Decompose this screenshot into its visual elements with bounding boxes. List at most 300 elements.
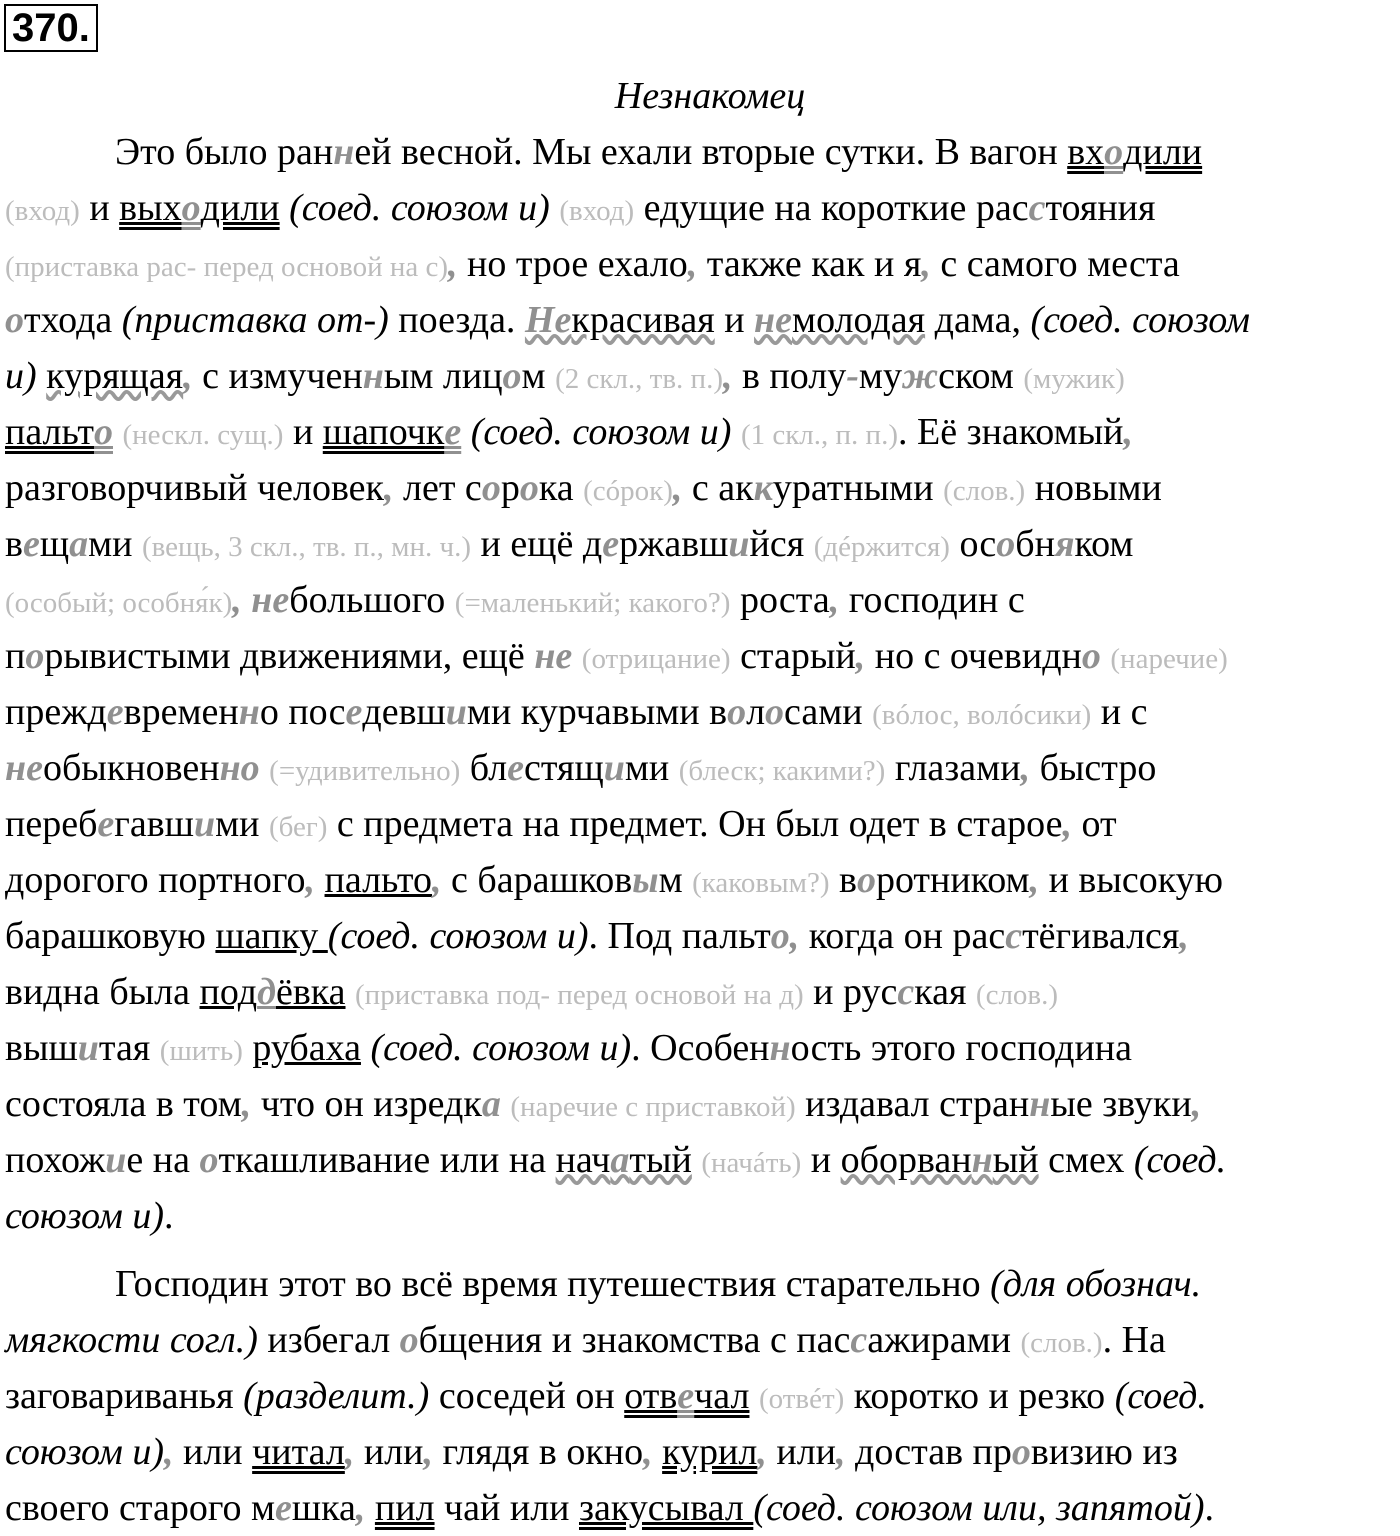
text-segment: также как и я — [697, 243, 922, 285]
highlighted-letter: , — [448, 243, 458, 285]
text-line — [5, 124, 1250, 180]
text-segment: и — [79, 187, 120, 229]
text-segment — [260, 747, 270, 789]
highlighted-letter: н — [238, 691, 260, 733]
text-segment: быстро — [1030, 747, 1157, 789]
highlighted-letter: и — [77, 1027, 99, 1069]
highlighted-letter: е — [22, 523, 40, 565]
highlighted-letter: не — [5, 747, 43, 789]
highlighted-letter: о — [181, 187, 201, 229]
grammar-note: (мужик) — [1023, 363, 1125, 395]
grammar-note: (приставка рас- перед основой на с) — [5, 251, 449, 283]
highlighted-letter: о — [94, 411, 113, 453]
text-segment: старый — [730, 635, 856, 677]
text-line — [5, 852, 1250, 908]
grammar-note: (сóрок) — [583, 475, 673, 507]
text-segment: и рус — [803, 971, 898, 1013]
text-line — [5, 1132, 1250, 1188]
text-segment: лет с — [393, 467, 482, 509]
text-segment: выш — [5, 1027, 78, 1069]
underlined-word: ый — [992, 1139, 1039, 1181]
highlighted-letter: , — [643, 1431, 653, 1473]
text-segment: ми курчавыми в — [466, 691, 728, 733]
text-segment: тояния — [1045, 187, 1156, 229]
highlighted-letter: , — [1020, 747, 1031, 789]
highlighted-letter: о — [1104, 131, 1124, 173]
highlighted-letter: о — [502, 355, 522, 397]
highlighted-letter: о — [519, 467, 539, 509]
text-segment: заговариванья — [5, 1375, 244, 1417]
underlined-word: пальт — [5, 411, 94, 453]
text-segment: м — [658, 859, 693, 901]
text-line — [5, 684, 1250, 740]
text-line — [5, 292, 1250, 348]
italic-comment: (соед. союзом и) — [470, 411, 732, 453]
highlighted-letter: н — [1029, 1083, 1051, 1125]
text-segment: ском — [938, 355, 1024, 397]
highlighted-letter: о — [399, 1319, 419, 1361]
grammar-note: (1 скл., п. п.) — [740, 419, 898, 451]
text-line — [5, 740, 1250, 796]
highlighted-letter: е — [106, 691, 124, 733]
text-segment: и — [801, 1139, 841, 1181]
text-segment: стящ — [524, 747, 604, 789]
text-segment: и — [283, 411, 323, 453]
text-segment: ым лиц — [383, 355, 503, 397]
text-segment: прежд — [5, 691, 107, 733]
grammar-note: (начáть) — [701, 1147, 802, 1179]
text-segment: и ещё д — [471, 523, 603, 565]
highlighted-letter: и — [603, 747, 625, 789]
underlined-word: рубаха — [252, 1027, 361, 1069]
text-segment: или — [354, 1431, 424, 1473]
highlighted-letter: д — [257, 971, 276, 1013]
italic-comment: (соед. — [1114, 1375, 1207, 1417]
highlighted-letter: о — [199, 1139, 219, 1181]
highlighted-letter: , — [1029, 859, 1040, 901]
text-segment: бн — [1015, 523, 1055, 565]
underlined-word: нач — [555, 1139, 611, 1181]
grammar-note: (бег) — [268, 811, 328, 843]
text-segment: о пос — [259, 691, 346, 733]
underlined-word: вых — [119, 187, 182, 229]
grammar-note: (=маленький; какого?) — [454, 587, 731, 619]
highlighted-letter: с — [850, 1319, 868, 1361]
text-segment: Господин этот во всё время путешествия старательно — [115, 1263, 991, 1305]
highlighted-letter: , — [829, 579, 840, 621]
underlined-word: под — [199, 971, 258, 1013]
highlighted-letter: , — [241, 1083, 252, 1125]
text-segment: кая — [914, 971, 976, 1013]
text-segment: с самого места — [930, 243, 1180, 285]
text-segment: но трое ехало — [457, 243, 688, 285]
text-segment: обыкновен — [42, 747, 220, 789]
text-line — [5, 964, 1250, 1020]
italic-comment: и) — [5, 355, 37, 397]
grammar-note: (каковым?) — [692, 867, 830, 899]
highlighted-letter: к — [753, 467, 773, 509]
italic-comment: (приставка от-) — [121, 299, 389, 341]
highlighted-letter: о — [25, 635, 45, 677]
text-segment: ые звуки — [1050, 1083, 1192, 1125]
italic-comment: (соед. союзом или, запятой) — [753, 1487, 1205, 1529]
highlighted-letter: , — [423, 1431, 433, 1473]
text-segment: большого — [289, 579, 446, 621]
text-segment — [315, 859, 325, 901]
text-segment: соседей он — [429, 1375, 625, 1417]
highlighted-letter: о — [1011, 1431, 1031, 1473]
italic-comment: (соед. союзом и) — [327, 915, 589, 957]
text-segment: своего старого м — [5, 1487, 276, 1529]
highlighted-letter: е — [345, 691, 363, 733]
text-segment — [501, 1083, 511, 1125]
text-line — [5, 1020, 1250, 1076]
text-segment: с предмета на предмет. Он был одет в старое — [327, 803, 1063, 845]
highlighted-letter: , — [305, 859, 316, 901]
text-segment: . — [164, 1195, 174, 1237]
text-segment: похож — [5, 1139, 106, 1181]
text-segment: тхода — [24, 299, 122, 341]
highlighted-letter: , — [164, 1431, 174, 1473]
text-segment: п — [5, 635, 26, 677]
highlighted-letter: о — [1081, 635, 1101, 677]
text-segment: . Её знакомый — [897, 411, 1124, 453]
text-segment: избегал — [257, 1319, 400, 1361]
highlighted-letter: о — [481, 467, 501, 509]
grammar-note: (приставка под- перед основой на д) — [355, 979, 804, 1011]
highlighted-letter: , — [836, 1431, 846, 1473]
highlighted-letter: Не — [524, 299, 572, 341]
text-segment: л — [746, 691, 766, 733]
highlighted-letter: , — [1062, 803, 1072, 845]
highlighted-letter: а — [481, 1083, 501, 1125]
underlined-word: тый — [629, 1139, 692, 1181]
text-segment — [749, 1375, 759, 1417]
highlighted-letter: и — [193, 803, 216, 845]
italic-comment: мягкости согл.) — [5, 1319, 258, 1361]
text-segment: бл — [460, 747, 508, 789]
text-segment: визию из — [1030, 1431, 1178, 1473]
highlighted-letter: , — [789, 915, 800, 957]
text-segment: ржавш — [619, 523, 729, 565]
text-line — [5, 1188, 1250, 1244]
highlighted-letter: , — [722, 355, 733, 397]
text-segment: гавш — [114, 803, 194, 845]
text-segment — [572, 635, 582, 677]
highlighted-letter: е — [677, 1375, 695, 1417]
highlighted-letter: , — [757, 1431, 767, 1473]
text-segment — [445, 579, 455, 621]
text-line — [5, 236, 1250, 292]
text-segment — [346, 971, 356, 1013]
underlined-word: оборван — [840, 1139, 972, 1181]
highlighted-letter: е — [507, 747, 524, 789]
underlined-word: курил — [662, 1431, 758, 1473]
text-segment: щ — [39, 523, 70, 565]
italic-comment: (соед. союзом и) — [289, 187, 550, 229]
highlighted-letter: , — [1191, 1083, 1202, 1125]
text-segment: му — [858, 355, 902, 397]
grammar-note: (вход) — [5, 195, 80, 227]
grammar-note: (наречие с приставкой) — [510, 1091, 796, 1123]
text-segment — [550, 187, 560, 229]
exercise-number: 370. — [4, 4, 98, 52]
highlighted-letter: ж — [901, 355, 939, 397]
text-segment: чай или — [434, 1487, 579, 1529]
text-segment: от — [1071, 803, 1117, 845]
highlighted-letter: а — [69, 523, 89, 565]
highlighted-letter: о — [765, 691, 785, 733]
text-segment: что он изредк — [251, 1083, 482, 1125]
highlighted-letter: , — [1179, 915, 1189, 957]
underlined-word: чал — [694, 1375, 750, 1417]
highlighted-letter: , — [921, 243, 931, 285]
text-segment: видна была — [5, 971, 200, 1013]
text-segment: Это было ран — [115, 131, 334, 173]
text-segment: ми — [88, 523, 142, 565]
text-segment: ажирами — [867, 1319, 1021, 1361]
highlighted-letter: - — [846, 355, 859, 397]
text-segment: глазами — [885, 747, 1021, 789]
text-segment: или — [766, 1431, 836, 1473]
highlighted-letter: , — [672, 467, 683, 509]
italic-comment: (соед. союзом — [1030, 299, 1251, 341]
text-line — [5, 1424, 1214, 1480]
text-segment: с ак — [682, 467, 754, 509]
text-segment: но с очевидн — [865, 635, 1082, 677]
text-segment: ми — [215, 803, 269, 845]
text-segment — [692, 1139, 702, 1181]
grammar-note: (вход) — [559, 195, 635, 227]
text-segment: ка — [538, 467, 584, 509]
highlighted-letter: я — [1054, 523, 1075, 565]
underlined-word: пил — [374, 1487, 435, 1529]
text-segment: дорогого портного — [5, 859, 306, 901]
text-title: Незнакомец — [614, 75, 806, 117]
text-line — [5, 1256, 1214, 1312]
text-line — [5, 572, 1250, 628]
highlighted-letter: не — [251, 579, 290, 621]
text-segment: достав пр — [845, 1431, 1012, 1473]
text-segment: йся — [749, 523, 814, 565]
text-segment: разговорчивый человек — [5, 467, 384, 509]
underlined-word: пальто — [324, 859, 433, 901]
grammar-note: (нескл. сущ.) — [122, 419, 284, 451]
text-line — [5, 1312, 1214, 1368]
text-segment — [280, 187, 290, 229]
text-line — [5, 796, 1250, 852]
text-segment: и высокую — [1039, 859, 1224, 901]
underlined-word: красивая — [571, 299, 715, 341]
text-line — [5, 628, 1250, 684]
text-line — [5, 348, 1250, 404]
text-line — [5, 1368, 1214, 1424]
text-segment: ткашливание или на — [218, 1139, 556, 1181]
text-segment: ей весной. Мы ехали вторые сутки. В вагон — [354, 131, 1068, 173]
highlighted-letter: ы — [632, 859, 659, 901]
paragraph-2 — [5, 1256, 1214, 1536]
highlighted-letter: , — [232, 579, 242, 621]
text-segment: . Под пальт — [588, 915, 771, 957]
grammar-note: (отрицание) — [581, 643, 731, 675]
underlined-word: шапку — [215, 915, 328, 957]
text-segment: времен — [123, 691, 239, 733]
text-segment: . — [1204, 1487, 1215, 1529]
text-line — [5, 404, 1250, 460]
text-segment: едущие на короткие рас — [634, 187, 1029, 229]
highlighted-letter: и — [445, 691, 467, 733]
highlighted-letter: е — [444, 411, 462, 453]
grammar-note: (слов.) — [975, 979, 1059, 1011]
text-segment: девш — [362, 691, 446, 733]
text-segment: и — [714, 299, 755, 341]
text-segment — [365, 1487, 375, 1529]
text-segment: господин с — [839, 579, 1025, 621]
paragraph-1 — [5, 124, 1250, 1244]
text-segment: ком — [1074, 523, 1134, 565]
highlighted-letter: с — [897, 971, 915, 1013]
text-segment: р — [500, 467, 520, 509]
text-segment: бщения и знакомства с пас — [418, 1319, 851, 1361]
highlighted-letter: , — [855, 635, 866, 677]
highlighted-letter: но — [219, 747, 260, 789]
underlined-word: шапочк — [322, 411, 445, 453]
highlighted-letter: и — [728, 523, 750, 565]
highlighted-letter: н — [362, 355, 384, 397]
text-segment: в — [5, 523, 23, 565]
text-segment: тёгивался — [1022, 915, 1180, 957]
highlighted-letter: с — [1005, 915, 1023, 957]
text-line — [5, 460, 1250, 516]
text-segment — [113, 411, 123, 453]
highlighted-letter: о — [5, 299, 24, 341]
text-segment: новыми — [1025, 467, 1162, 509]
grammar-note: (слов.) — [943, 475, 1026, 507]
highlighted-letter: с — [1028, 187, 1046, 229]
text-segment — [37, 355, 47, 397]
text-segment: или — [173, 1431, 253, 1473]
text-segment: ость этого господина — [790, 1027, 1132, 1069]
highlighted-letter: е — [275, 1487, 292, 1529]
text-segment: с барашков — [441, 859, 633, 901]
grammar-note: (наречие) — [1110, 643, 1228, 675]
text-segment: поезда. — [388, 299, 525, 341]
text-segment: рывистыми движениями, ещё — [44, 635, 535, 677]
text-segment: в — [829, 859, 857, 901]
text-segment: коротко и резко — [844, 1375, 1115, 1417]
highlighted-letter: и — [105, 1139, 127, 1181]
highlighted-letter: , — [432, 859, 442, 901]
highlighted-letter: , — [1123, 411, 1133, 453]
underlined-word: вх — [1067, 131, 1105, 173]
grammar-note: (блеск; какими?) — [678, 755, 886, 787]
text-segment: ротником — [875, 859, 1030, 901]
text-segment: . На — [1102, 1319, 1166, 1361]
italic-comment: союзом и) — [5, 1195, 164, 1237]
italic-comment: (разделит.) — [243, 1375, 430, 1417]
text-segment: сами — [784, 691, 873, 733]
highlighted-letter: , — [344, 1431, 355, 1473]
grammar-note: (=удивительно) — [269, 755, 461, 787]
text-segment — [731, 411, 741, 453]
text-segment: дама, — [925, 299, 1031, 341]
text-segment: состояла в том — [5, 1083, 242, 1125]
grammar-note: (слов.) — [1020, 1327, 1103, 1359]
text-segment: переб — [5, 803, 98, 845]
italic-comment: (для обознач. — [990, 1263, 1202, 1305]
text-line — [5, 516, 1250, 572]
text-segment: глядя в окно — [432, 1431, 644, 1473]
highlighted-letter: о — [856, 859, 876, 901]
highlighted-letter: е — [602, 523, 620, 565]
highlighted-letter: о — [770, 915, 790, 957]
underlined-word: закусывал — [579, 1487, 754, 1529]
text-line — [5, 908, 1250, 964]
highlighted-letter: н — [971, 1139, 993, 1181]
text-line — [5, 1480, 1214, 1536]
highlighted-letter: , — [355, 1487, 366, 1529]
text-line — [5, 180, 1250, 236]
highlighted-letter: о — [727, 691, 747, 733]
grammar-note: (шить) — [159, 1035, 243, 1067]
grammar-note: (вóлос, волóсики) — [872, 699, 1092, 731]
text-segment: е на — [126, 1139, 200, 1181]
grammar-note: (особый; особня́к) — [5, 587, 233, 619]
highlighted-letter: , — [183, 355, 193, 397]
highlighted-letter: а — [610, 1139, 630, 1181]
text-segment — [1101, 635, 1111, 677]
text-segment: смех — [1038, 1139, 1134, 1181]
text-segment: в полу — [732, 355, 847, 397]
text-segment: . Особен — [631, 1027, 770, 1069]
text-segment: шка — [291, 1487, 356, 1529]
text-segment: с измучен — [192, 355, 363, 397]
text-segment — [653, 1431, 663, 1473]
text-segment: ми — [624, 747, 679, 789]
highlighted-letter: н — [333, 131, 355, 173]
highlighted-letter: не — [534, 635, 573, 677]
highlighted-letter: н — [769, 1027, 791, 1069]
grammar-note: (2 скл., тв. п.) — [555, 363, 723, 395]
text-segment — [461, 411, 471, 453]
text-segment: когда он рас — [799, 915, 1006, 957]
text-segment: барашковую — [5, 915, 216, 957]
text-segment: м — [521, 355, 556, 397]
grammar-note: (отвéт) — [758, 1383, 845, 1415]
italic-comment: (соед. союзом и) — [370, 1027, 632, 1069]
underlined-word: ёвка — [275, 971, 346, 1013]
text-line — [5, 1076, 1250, 1132]
highlighted-letter: , — [384, 467, 394, 509]
underlined-word: курящая — [46, 355, 184, 397]
text-segment: издавал стран — [795, 1083, 1030, 1125]
highlighted-letter: е — [97, 803, 115, 845]
italic-comment: (соед. — [1133, 1139, 1227, 1181]
text-segment: роста — [730, 579, 830, 621]
grammar-note: (дéржится) — [813, 531, 950, 563]
underlined-word: дили — [200, 187, 280, 229]
underlined-word: отв — [624, 1375, 678, 1417]
underlined-word: молодая — [792, 299, 926, 341]
highlighted-letter: , — [687, 243, 698, 285]
underlined-word: дили — [1123, 131, 1203, 173]
text-segment: тая — [98, 1027, 160, 1069]
highlighted-letter: о — [996, 523, 1016, 565]
text-segment — [243, 1027, 253, 1069]
italic-comment: союзом и) — [5, 1431, 164, 1473]
text-segment: ос — [949, 523, 997, 565]
underlined-word: читал — [252, 1431, 345, 1473]
